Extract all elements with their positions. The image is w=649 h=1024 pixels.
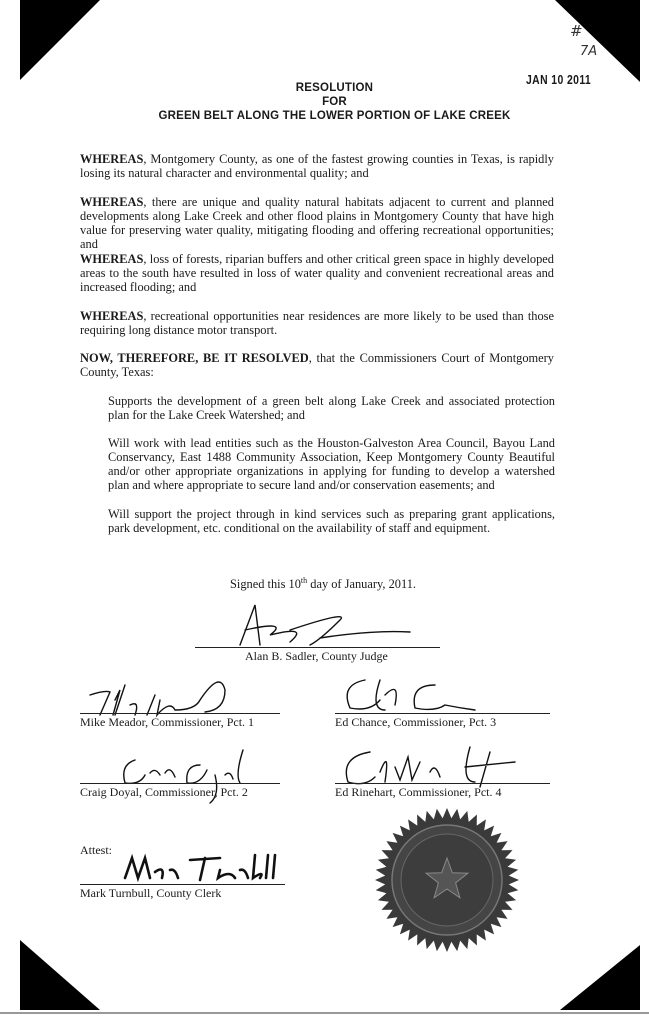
date-stamp: JAN 10 2011 bbox=[526, 72, 592, 87]
document-title-for: FOR bbox=[322, 96, 347, 108]
signature-clerk bbox=[120, 850, 280, 885]
handwritten-note: # bbox=[570, 22, 583, 40]
handwritten-note-agenda: 7A bbox=[580, 44, 598, 59]
whereas-clause-4: WHEREAS, recreational opportunities near residences are more likely to be used than those requiring long distance motor transport. bbox=[80, 309, 554, 337]
signature-line-pct4 bbox=[335, 783, 550, 784]
resolved-clause: NOW, THEREFORE, BE IT RESOLVED, that the Commissioners Court of Montgomery County, Texas: bbox=[80, 351, 554, 379]
resolution-item-1: Supports the development of a green belt along Lake Creek and associated protection plan for the Lake Creek Watershed; and bbox=[108, 394, 555, 422]
whereas-clause-1: WHEREAS, Montgomery County, as one of the fastest growing counties in Texas, is rapidly losing its natural character and environmental quality; and bbox=[80, 152, 554, 180]
signature-line-pct3 bbox=[335, 713, 550, 714]
document-title: RESOLUTION bbox=[295, 82, 374, 94]
scan-corner-bottom-left bbox=[20, 940, 100, 1010]
scan-corner-bottom-right bbox=[560, 945, 640, 1010]
whereas-clause-2: WHEREAS, there are unique and quality natural habitats adjacent to current and planned developments along Lake Creek and other flood plains in Montgomery County that have high value for preserving water quality, mitigating flooding and offering recreational opportunities; and bbox=[80, 195, 554, 251]
signatory-clerk: Mark Turnbull, County Clerk bbox=[80, 886, 222, 900]
signatory-pct4: Ed Rinehart, Commissioner, Pct. 4 bbox=[335, 785, 502, 799]
signatory-pct2: Craig Doyal, Commissioner, Pct. 2 bbox=[80, 785, 248, 799]
signature-line-pct1 bbox=[80, 713, 280, 714]
signature-line-clerk bbox=[80, 884, 285, 885]
signature-line-judge bbox=[195, 647, 440, 648]
signature-judge bbox=[230, 600, 420, 650]
scan-corner-top-right bbox=[555, 0, 640, 82]
signature-line-pct2 bbox=[80, 783, 280, 784]
whereas-clause-3: WHEREAS, loss of forests, riparian buffers and other critical green space in highly developed areas to the south have resulted in loss of water quality and convenient recreational areas and increased flooding; and bbox=[80, 252, 554, 294]
resolution-item-3: Will support the project through in kind services such as preparing grant applications, park development, etc. conditional on the availability of staff and equipment. bbox=[108, 507, 555, 535]
signatory-pct3: Ed Chance, Commissioner, Pct. 3 bbox=[335, 715, 497, 729]
scan-corner-top-left bbox=[20, 0, 100, 80]
attest-label: Attest: bbox=[80, 843, 112, 857]
signatory-pct1: Mike Meador, Commissioner, Pct. 1 bbox=[80, 715, 255, 729]
scan-bottom-edge bbox=[0, 1012, 649, 1014]
signature-pct3 bbox=[340, 670, 480, 715]
resolution-item-2: Will work with lead entities such as the Houston-Galveston Area Council, Bayou Land Conservancy, East 1488 Community Association, Keep Montgomery County Beautiful and/or other appropriate organizations in applying for funding to develop a watershed plan and where appropriate to secure land and/or conservation easements; and bbox=[108, 436, 555, 492]
signatory-judge: Alan B. Sadler, County Judge bbox=[245, 649, 388, 663]
county-seal bbox=[372, 805, 522, 955]
document-subtitle: GREEN BELT ALONG THE LOWER PORTION OF LAKE CREEK bbox=[158, 110, 511, 122]
signed-date: Signed this 10th day of January, 2011. bbox=[230, 576, 417, 592]
